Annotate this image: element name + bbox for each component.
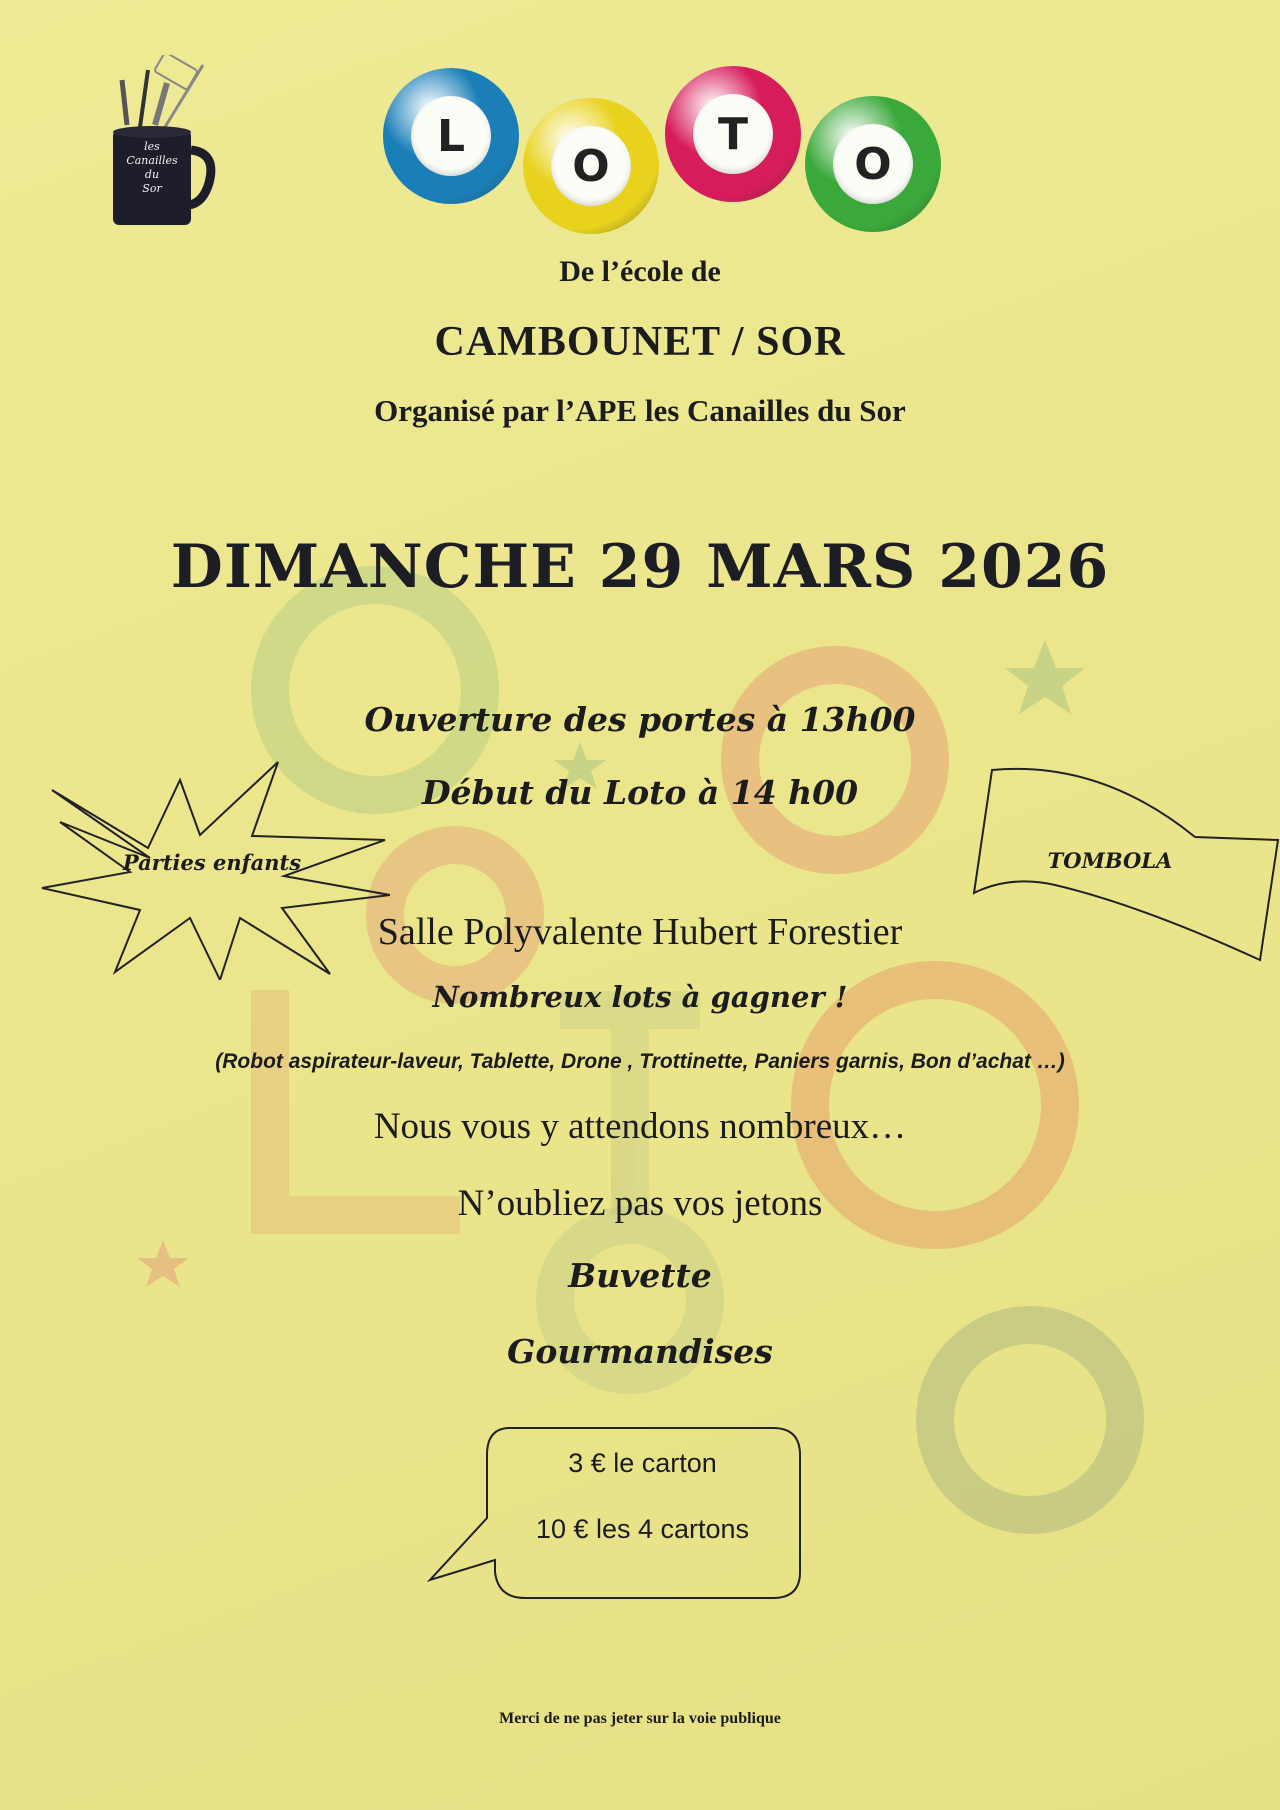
price-single-card: 3 € le carton: [568, 1448, 717, 1478]
venue-name: Salle Polyvalente Hubert Forestier: [377, 911, 903, 953]
loto-ball-l: [383, 68, 519, 204]
ball-letter: O: [551, 126, 631, 206]
prizes-title: Nombreux lots à gagner !: [432, 980, 848, 1014]
loto-start-time: Début du Loto à 14 h00: [421, 773, 859, 812]
loto-ball-o2: [805, 96, 941, 232]
town-name: CAMBOUNET / SOR: [434, 319, 846, 365]
mug-text-canailles: Canailles: [126, 154, 178, 167]
ball-letter: O: [833, 124, 913, 204]
mug-text-les: les: [144, 140, 160, 153]
ball-letter: T: [693, 94, 773, 174]
doors-open-time: Ouverture des portes à 13h00: [364, 700, 916, 739]
ball-letter: L: [411, 96, 491, 176]
mug-lettering: [113, 140, 191, 196]
treats-line: Gourmandises: [507, 1332, 773, 1371]
loto-ball-t: [665, 66, 801, 202]
mug-text-sor: Sor: [142, 182, 162, 195]
loto-title-balls: [375, 58, 955, 238]
tombola-label: TOMBOLA: [1047, 848, 1173, 873]
loto-ball-o: [523, 98, 659, 234]
prizes-list: (Robot aspirateur-laveur, Tablette, Drone , Trottinette, Paniers garnis, Bon d’achat …): [215, 1050, 1065, 1073]
footer-notice: Merci de ne pas jeter sur la voie publique: [499, 1710, 781, 1727]
refreshments-line: Buvette: [568, 1256, 712, 1295]
mug-text-du: du: [144, 168, 160, 181]
organizer-line: Organisé par l’APE les Canailles du Sor: [374, 393, 906, 428]
tokens-reminder: N’oubliez pas vos jetons: [457, 1183, 823, 1224]
price-four-cards: 10 € les 4 cartons: [535, 1514, 750, 1544]
school-line: De l’école de: [559, 255, 721, 288]
welcome-line: Nous vous y attendons nombreux…: [373, 1106, 907, 1147]
kids-games-label: Parties enfants: [122, 850, 302, 875]
event-date: DIMANCHE 29 MARS 2026: [170, 532, 1110, 602]
